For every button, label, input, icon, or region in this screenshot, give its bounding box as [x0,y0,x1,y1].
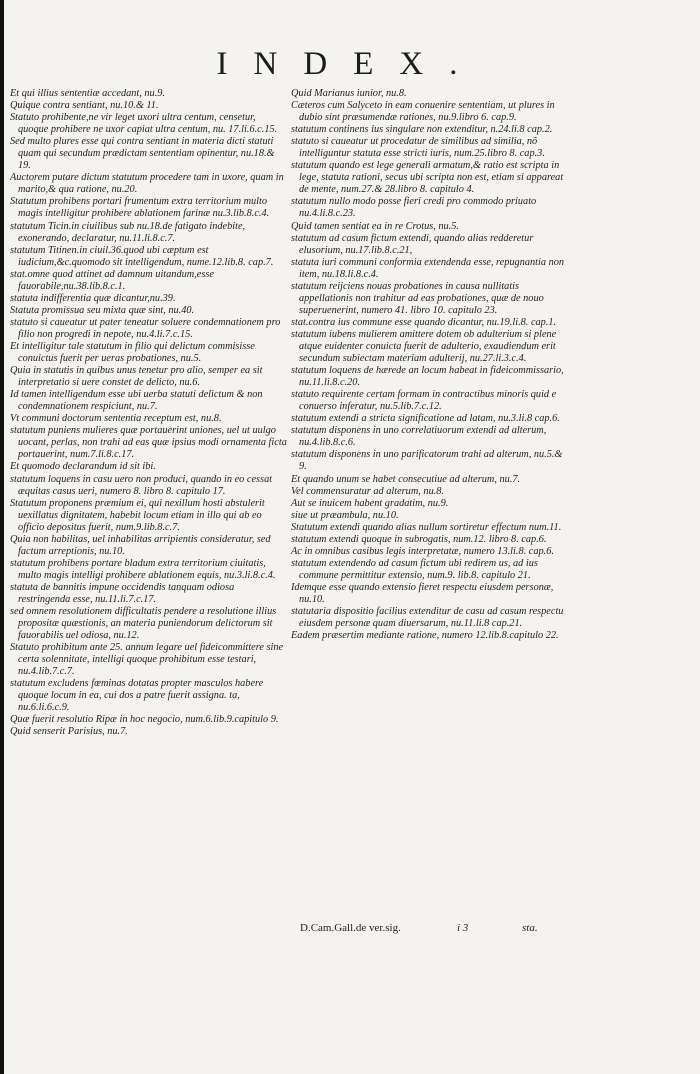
index-entry: Aut se inuicem habent gradatim, nu.9. [291,497,449,509]
index-entry: Et intelligitur tale statutum in filio qui delictum commisisse conuictus fuerit per ueras probationes, nu.5. [10,340,255,365]
page-spine-edge [0,0,4,1074]
index-entry: statutum nullo modo posse fieri credi pro commodo priuato nu.4.li.8.c.23. [291,196,537,220]
index-entry: Statutum proponens præmium ei, qui nexillum hosti abstulerit uexillatus dignitatem, habebit locum etiam in illo qui ab eo officio depositus fuerit, num.9.lib.8.c.7. [10,497,265,533]
index-entry: statutaria dispositio facilius extenditur de casu ad casum respectu eiusdem personæ quam diuersarum, nu.11.li.8 cap.21. [291,606,564,630]
index-entry: Quique contra sentiant, nu.10.& 11. [10,100,159,112]
index-entry: Sed multo plures esse qui contra sentiant in materia dicti statuti quam qui secundum prædictam sententiam opinentur, nu.18.& 19. [10,136,275,172]
index-entry: stat.omne quod attinet ad damnum uitandum,esse fauorabile,nu.38.lib.8.c.1. [10,268,214,292]
index-entry: Statuta promissua seu mixta quæ sint, nu.40. [10,304,195,316]
index-entry: Statutum prohibens portari frumentum extra territorium multo magis intelligitur prohibere ablationem farinæ nu.3.lib.8.c.4. [10,196,270,220]
index-column-left [10,88,287,739]
index-entry: statuto si caueatur ut procedatur de similibus ad similia, nõ intelliguntur statuta esse stricti iuris, num.25.libro 8. cap.3. [291,136,545,160]
index-entry: statuta de bannitis impune occidendis tanquam odiosa restringenda esse, nu.11.li.7.c.17. [10,581,235,605]
index-entry: Et quomodo declarandum id sit ibi. [10,461,156,473]
index-entry: statutum extendi a stricta significatione ad latam, nu.3.li.8 cap.6. [291,413,560,425]
index-entry: Ac in omnibus casibus legis interpretatæ, numero 13.li.8. cap.6. [291,545,554,557]
index-entry: statutum reijciens nouas probationes in causa nullitatis appellationis non trahitur ad eas probationes, quæ de nouo superuenerint, numero 41. libro 10. capitulo 23. [291,280,544,316]
index-entry: Vel commensuratur ad alterum, nu.8. [291,485,445,497]
index-entry: statutum continens ius singulare non extenditur, n.24.li.8 cap.2. [291,124,553,136]
page-title: INDEX. [216,46,484,82]
index-entry: statutum puniens mulieres quæ portauerint uniones, uel ut uulgo uocant, perlas, non trahi ad eas quæ ipsius modi ornamenta ficta portauerint, num.7.li.8.c.17. [10,425,287,461]
index-entry: statutum loquens de hærede an locum habeat in fideicommissario, nu.11.li.8.c.20. [291,365,564,389]
printer-signature: D.Cam.Gall.de ver.sig. [300,922,401,934]
index-entry: Quia non habilitas, uel inhabilitas arripientis consideratur, sed factum arreptionis, nu.10. [10,533,271,557]
index-entry: Quid tamen sentiat ea in re Crotus, nu.5. [291,220,459,232]
index-entry: stat.contra ius commune esse quando dicantur, nu.19.li.8. cap.1. [291,316,557,328]
index-entry: Statuto prohibente,ne vir leget uxori ultra centum, censetur, quoque prohibere ne uxor capiat ultra centum, nu. 17.li.6.c.15. [10,112,278,136]
index-column-right [291,88,567,642]
index-entry: statutum quando est lege generali armatum,& ratio est scripta in lege, statuta rationi, secus ubi scripta non est, etiam si appareat de mente, num.27.& 28.libro 8. capitulo 4. [291,160,564,196]
signature-mark: i 3 [457,922,469,934]
index-entry: statutum extendendo ad casum fictum ubi redirem us, ad ius commune permittitur extensio, num.9. lib.8. capitulo 21. [291,557,538,581]
index-entry: Quid Marianus iunior, nu.8. [291,88,407,99]
index-entry: Auctorem putare dictum statutum procedere tam in uxore, quam in marito,& qua ratione, nu.20. [10,172,284,196]
index-entry: Quia in statutis in quibus unus tenetur pro alio, semper ea sit interpretatio si uere constet de delicto, nu.6. [10,365,263,389]
index-entry: Cæteros cum Salyceto in eam conuenire sententiam, ut plures in dubio sint præsumendæ rationes, nu.9.libro 6. cap.9. [291,100,555,124]
index-entry: statutum loquens in casu uero non produci, quando in eo cessat æquitas casus ueri, numero 8. libro 8. capitulo 17. [10,473,273,497]
index-entry: Idemque esse quando extensio fieret respectu eiusdem personæ, nu.10. [291,581,554,605]
index-entry: Quæ fuerit resolutio Ripæ in hoc negocio, num.6.lib.9.capitulo 9. [10,714,279,726]
index-entry: statutum disponens in uno parificatorum trahi ad alterum, nu.5.& 9. [291,449,563,473]
index-entry: statutum prohibens portare bladum extra territorium ciuitatis, multo magis intelligi prohibere ablationem equis, nu.3.li.8.c.4. [10,557,276,581]
index-entry: statutum disponens in uno correlatiuorum extendi ad alterum, nu.4.lib.8.c.6. [291,425,547,449]
index-entry: Et qui illius sententiæ accedant, nu.9. [10,88,166,99]
index-entry: statutum excludens fœminas dotatas propter masculos habere quoque locum in ea, cui dos a patre fuerit assigna. ta, nu.6.li.6.c.9. [10,678,264,714]
index-entry: siue ut præambula, nu.10. [291,509,399,521]
index-entry: Statuto prohibitum ante 25. annum legare uel fideicommittere sine certa solennitate, intelligi quoque prohibitum esse testari, nu.4.lib.7.c.7. [10,642,284,678]
index-entry: statutum Titinen.in ciuil.36.quod ubi cæptum est iudicium,&c.quomodo sit intelligendum, nume.12.lib.8. cap.7. [10,244,274,268]
index-entry: Vt communi doctorum sententia receptum est, nu.8. [10,413,222,425]
index-entry: Statutum extendi quando alias nullum sortiretur effectum num.11. [291,521,562,533]
index-entry: Id tamen intelligendum esse ubi uerba statuti delictum & non condemnationem respiciunt, nu.7. [10,389,263,413]
catchword: sta. [522,922,538,934]
index-entry: statutum ad casum fictum extendi, quando alias redderetur elusorium, nu.17.lib.8.c.21, [291,232,534,256]
index-entry: statuta iuri communi conformia extendenda esse, repugnantia non item, nu.18.li.8.c.4. [291,256,565,280]
index-entry: sed omnem resolutionem difficultatis pendere a resolutione illius propositæ quæstionis, an materia puniendorum delictorum sit fauorabilis uel odiosa, nu.12. [10,606,277,642]
index-entry: statuto requirente certam formam in contractibus minoris quid e conuerso inferatur, nu.5.lib.7.c.12. [291,389,557,413]
index-entry: Eadem præsertim mediante ratione, numero 12.lib.8.capitulo 22. [291,630,559,642]
index-entry: statuta indifferentia quæ dicantur,nu.39. [10,292,176,304]
index-entry: Et quando unum se habet consecutiue ad alterum, nu.7. [291,473,521,485]
index-entry: Quid senserit Parisius, nu.7. [10,726,128,738]
index-entry: statutum Ticin.in ciuilibus sub nu.18.de fatigato indebite, exonerando, declaratur, nu.11.li.8.c.7. [10,220,246,244]
index-entry: statutum iubens mulierem amittere dotem ob adulterium si plene atque euidenter conuicta fuerit de adulterio, exaudiendum erit secundum subiectam materiam adulterij, nu.27.li.3.c.4. [291,328,557,365]
index-entry: statuto si caueatur ut pater teneatur soluere condemnationem pro filio non progredi in nepote, nu.4.li.7.c.15. [10,316,281,340]
index-entry: statutum extendi quoque in subrogatis, num.12. libro 8. cap.6. [291,533,547,545]
